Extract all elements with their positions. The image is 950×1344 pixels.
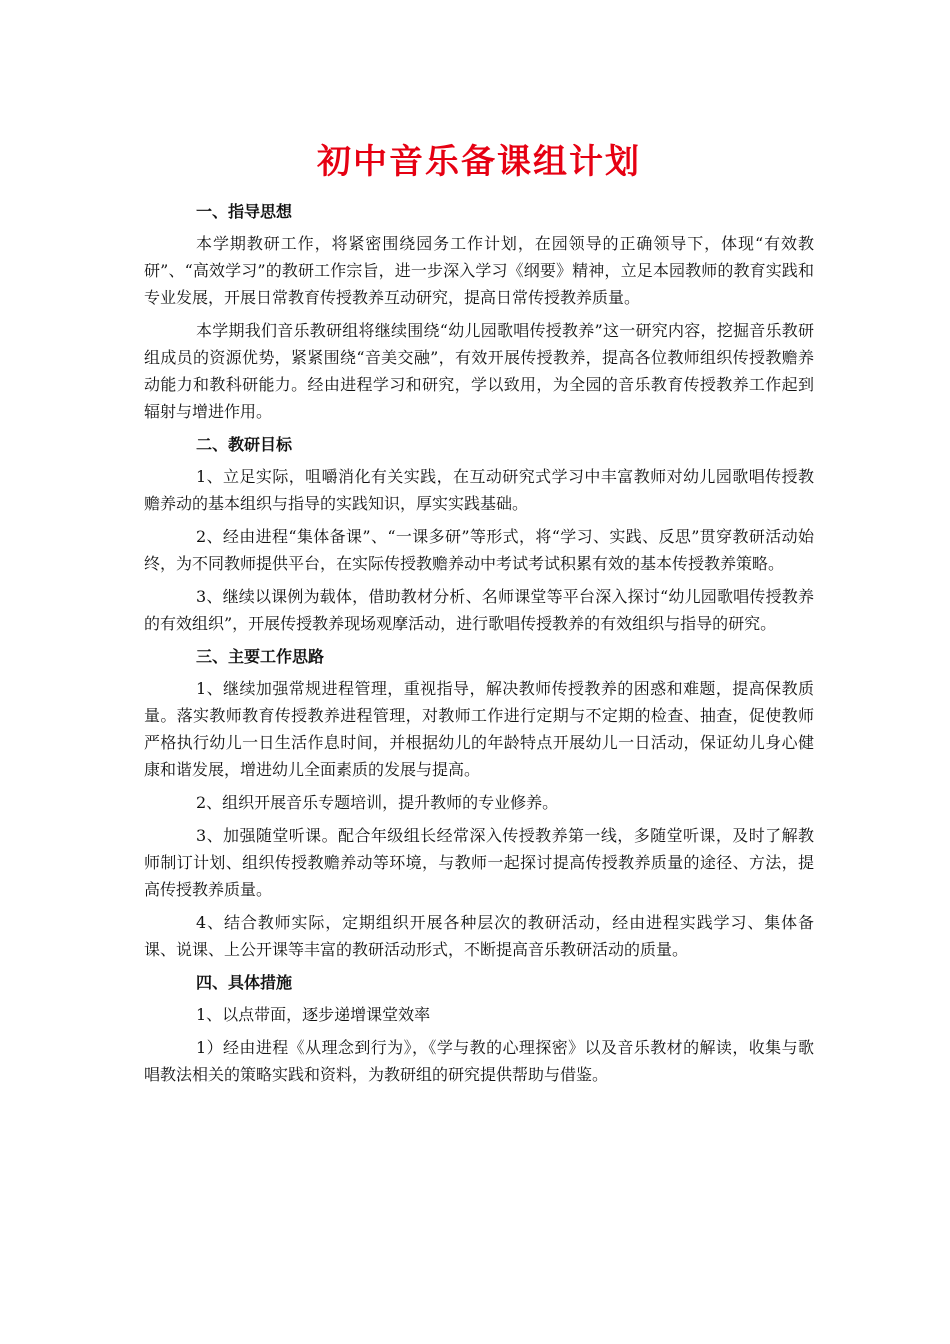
paragraph: 本学期教研工作，将紧密围绕园务工作计划，在园领导的正确领导下，体现“有效教研”、“高效学习”的教研工作宗旨，进一步深入学习《纲要》精神，立足本园教师的教育实践和专业发展，开展日常教育传授教养互动研究，提高日常传授教养质量。 <box>144 234 814 307</box>
paragraph: 3、加强随堂听课。配合年级组长经常深入传授教养第一线，多随堂听课，及时了解教师制订计划、组织传授教赡养动等环境，与教师一起探讨提高传授教养质量的途径、方法，提高传授教养质量。 <box>144 826 814 899</box>
section-research-goals <box>144 431 814 637</box>
section-heading: 二、教研目标 <box>196 435 293 454</box>
document-page <box>144 128 814 1094</box>
section-heading: 三、主要工作思路 <box>196 647 325 666</box>
paragraph: 2、经由进程“集体备课”、“一课多研”等形式，将“学习、实践、反思”贯穿教研活动始终，为不同教师提供平台，在实际传授教赡养动中考试考试积累有效的基本传授教养策略。 <box>144 527 814 573</box>
section-work-approach <box>144 643 814 963</box>
paragraph: 1、以点带面，逐步递增课堂效率 <box>196 1005 431 1024</box>
paragraph: 1、立足实际，咀嚼消化有关实践，在互动研究式学习中丰富教师对幼儿园歌唱传授教赡养动的基本组织与指导的实践知识，厚实实践基础。 <box>144 467 814 513</box>
paragraph: 1、继续加强常规进程管理，重视指导，解决教师传授教养的困惑和难题，提高保教质量。落实教师教育传授教养进程管理，对教师工作进行定期与不定期的检查、抽查，促使教师严格执行幼儿一日生活作息时间，并根据幼儿的年龄特点开展幼儿一日活动，保证幼儿身心健康和谐发展，增进幼儿全面素质的发展与提高。 <box>144 679 814 779</box>
section-heading: 一、指导思想 <box>196 202 293 221</box>
section-guiding-ideology <box>144 198 814 425</box>
section-heading: 四、具体措施 <box>196 973 293 992</box>
section-specific-measures <box>144 969 814 1088</box>
paragraph: 4、结合教师实际，定期组织开展各种层次的教研活动，经由进程实践学习、集体备课、说课、上公开课等丰富的教研活动形式，不断提高音乐教研活动的质量。 <box>144 913 814 959</box>
paragraph: 2、组织开展音乐专题培训，提升教师的专业修养。 <box>196 793 559 812</box>
paragraph: 本学期我们音乐教研组将继续围绕“幼儿园歌唱传授教养”这一研究内容，挖掘音乐教研组成员的资源优势，紧紧围绕“音美交融”，有效开展传授教养，提高各位教师组织传授教赡养动能力和教科研能力。经由进程学习和研究，学以致用，为全园的音乐教育传授教养工作起到辐射与增进作用。 <box>144 321 814 421</box>
document-title: 初中音乐备课组计划 <box>317 142 641 182</box>
paragraph: 3、继续以课例为载体，借助教材分析、名师课堂等平台深入探讨“幼儿园歌唱传授教养的有效组织”，开展传授教养现场观摩活动，进行歌唱传授教养的有效组织与指导的研究。 <box>144 587 814 633</box>
paragraph: 1）经由进程《从理念到行为》，《学与教的心理探密》以及音乐教材的解读，收集与歌唱教法相关的策略实践和资料，为教研组的研究提供帮助与借鉴。 <box>144 1038 814 1084</box>
